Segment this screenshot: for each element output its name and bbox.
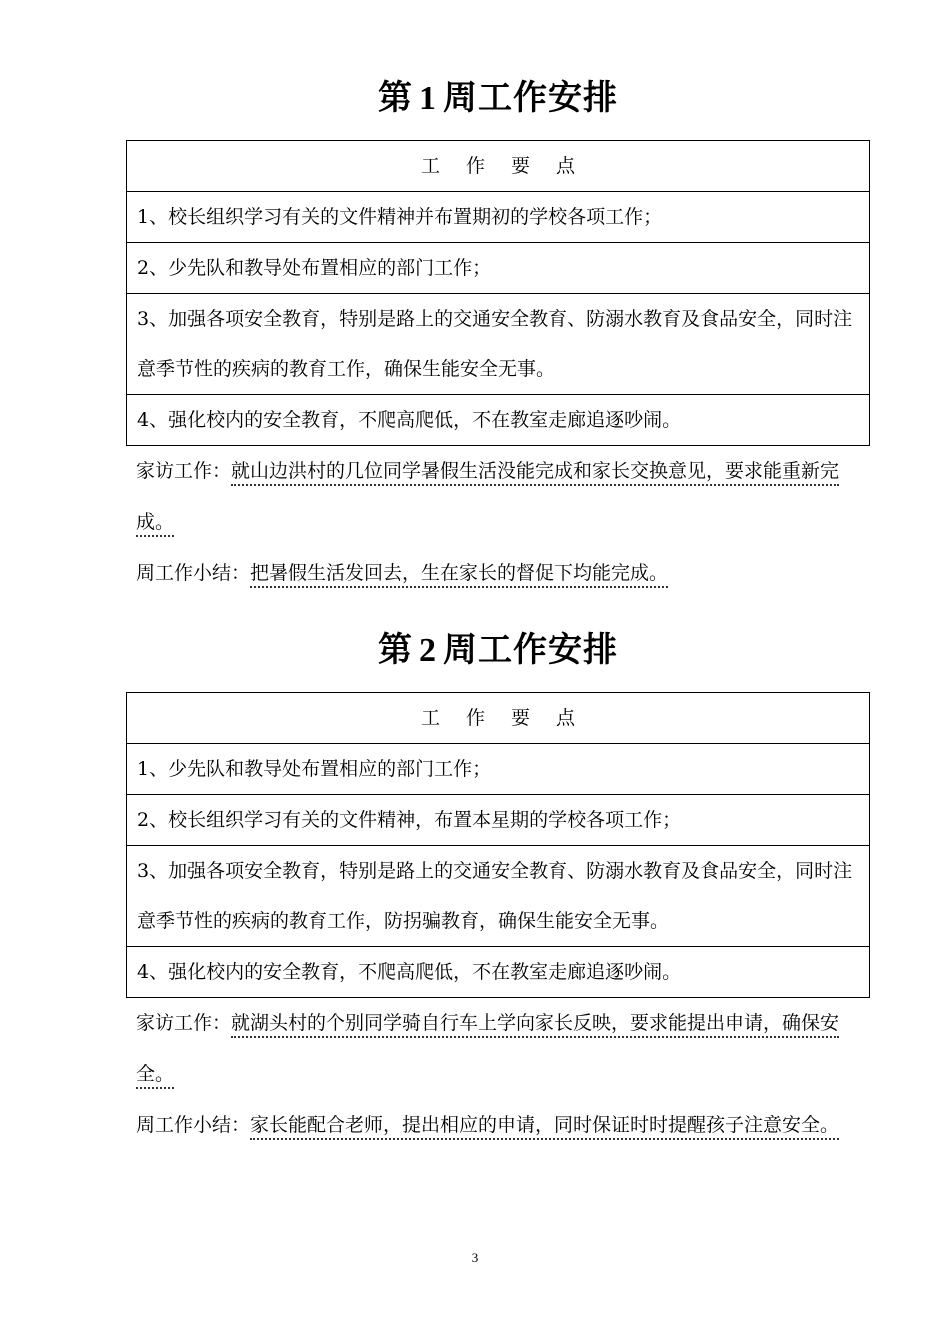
title-suffix: 周工作安排 xyxy=(443,78,618,118)
task-item: 4、强化校内的安全教育，不爬高爬低，不在教室走廊追逐吵闹。 xyxy=(127,947,870,998)
task-item: 2、少先队和教导处布置相应的部门工作； xyxy=(127,243,870,294)
weekly-summary-note xyxy=(126,548,870,599)
week-number: 2 xyxy=(419,632,437,669)
home-visit-note xyxy=(126,446,870,548)
task-item: 3、加强各项安全教育，特别是路上的交通安全教育、防溺水教育及食品安全，同时注意季节性的疾病的教育工作，确保生能安全无事。 xyxy=(127,294,870,395)
week-1-task-table xyxy=(126,140,870,446)
table-header-row xyxy=(127,693,870,744)
task-item: 1、校长组织学习有关的文件精神并布置期初的学校各项工作； xyxy=(127,192,870,243)
title-suffix: 周工作安排 xyxy=(443,630,618,670)
table-row xyxy=(127,744,870,795)
table-row xyxy=(127,846,870,947)
table-row xyxy=(127,947,870,998)
task-item: 2、校长组织学习有关的文件精神，布置本星期的学校各项工作； xyxy=(127,795,870,846)
summary-text: 把暑假生活发回去，生在家长的督促下均能完成。 xyxy=(250,562,668,588)
week-2-title xyxy=(126,630,870,670)
page-number: 3 xyxy=(471,1250,479,1265)
task-item: 1、少先队和教导处布置相应的部门工作； xyxy=(127,744,870,795)
week-1-section xyxy=(126,78,870,599)
home-visit-text: 就湖头村的个别同学骑自行车上学向家长反映，要求能提出申请，确保安全。 xyxy=(136,1012,839,1089)
summary-text: 家长能配合老师，提出相应的申请，同时保证时时提醒孩子注意安全。 xyxy=(250,1114,839,1140)
table-row xyxy=(127,795,870,846)
home-visit-label: 家访工作： xyxy=(136,1012,232,1034)
home-visit-label: 家访工作： xyxy=(136,460,232,482)
title-prefix: 第 xyxy=(378,78,413,118)
summary-label: 周工作小结： xyxy=(136,562,251,584)
table-row xyxy=(127,395,870,446)
table-header: 工作要点 xyxy=(127,141,870,192)
home-visit-text: 就山边洪村的几位同学暑假生活没能完成和家长交换意见，要求能重新完成。 xyxy=(136,460,839,537)
task-item: 3、加强各项安全教育，特别是路上的交通安全教育、防溺水教育及食品安全，同时注意季节性的疾病的教育工作，防拐骗教育，确保生能安全无事。 xyxy=(127,846,870,947)
home-visit-note xyxy=(126,998,870,1100)
title-prefix: 第 xyxy=(378,630,413,670)
table-row xyxy=(127,243,870,294)
table-row xyxy=(127,192,870,243)
table-header: 工作要点 xyxy=(127,693,870,744)
week-2-section xyxy=(126,630,870,1151)
task-item: 4、强化校内的安全教育，不爬高爬低，不在教室走廊追逐吵闹。 xyxy=(127,395,870,446)
week-1-title xyxy=(126,78,870,118)
summary-label: 周工作小结： xyxy=(136,1114,251,1136)
weekly-summary-note xyxy=(126,1100,870,1151)
table-header-row xyxy=(127,141,870,192)
week-number: 1 xyxy=(419,80,437,117)
week-2-task-table xyxy=(126,692,870,998)
table-row xyxy=(127,294,870,395)
